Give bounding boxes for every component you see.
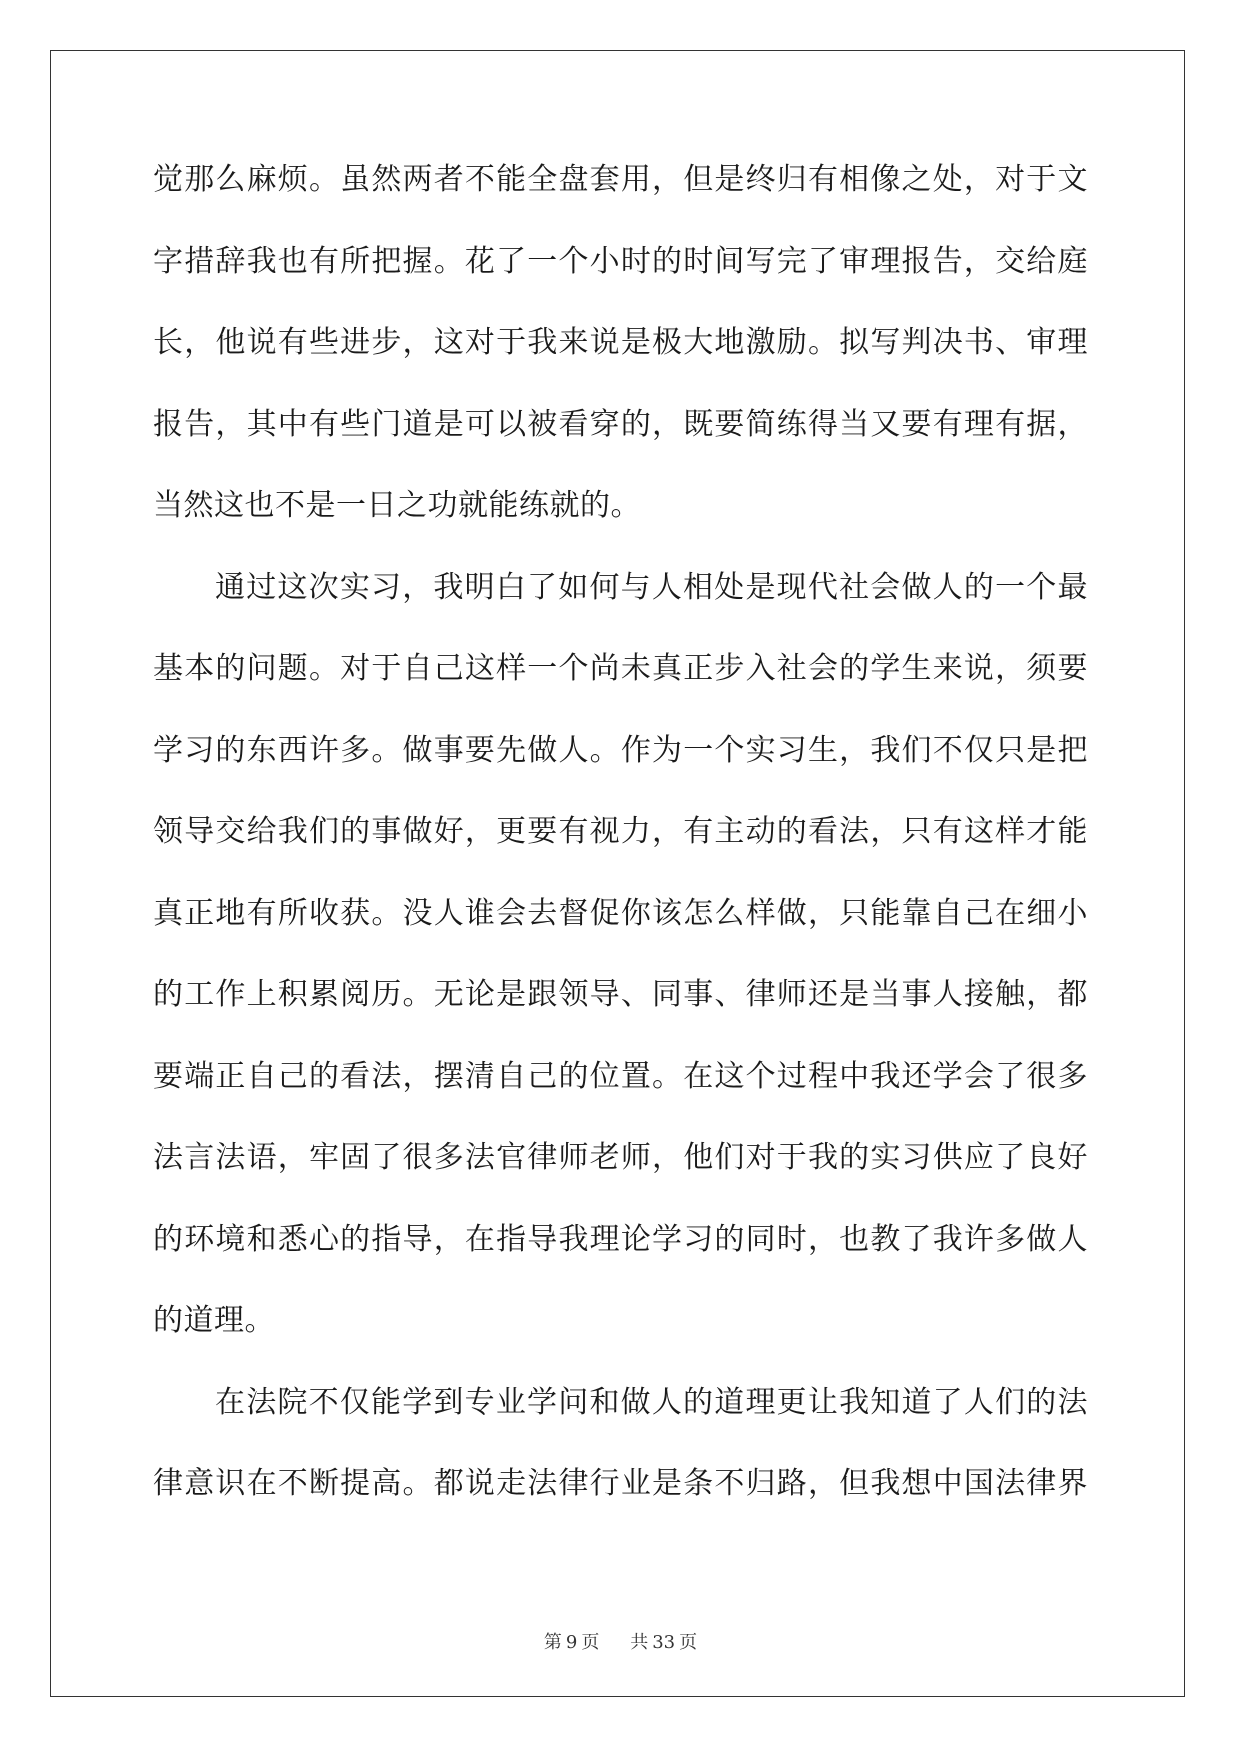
page-number: 9 bbox=[565, 1632, 578, 1653]
document-body bbox=[153, 160, 1088, 1546]
text-line: 领导交给我们的事做好，更要有视力，有主动的看法，只有这样才能 bbox=[153, 814, 1088, 849]
text-line: 在法院不仅能学到专业学问和做人的道理更让我知道了人们的法 bbox=[215, 1384, 1088, 1420]
text-line: 长，他说有些进步，这对于我来说是极大地激励。拟写判决书、审理 bbox=[153, 325, 1088, 360]
text-line: 觉那么麻烦。虽然两者不能全盘套用，但是终归有相像之处，对于文 bbox=[153, 162, 1088, 197]
text-line: 基本的问题。对于自己这样一个尚未真正步入社会的学生来说，须要 bbox=[153, 651, 1088, 686]
page-footer bbox=[0, 1628, 1241, 1654]
text-line: 字措辞我也有所把握。花了一个小时的时间写完了审理报告，交给庭 bbox=[153, 243, 1088, 279]
text-line: 的工作上积累阅历。无论是跟领导、同事、律师还是当事人接触，都 bbox=[153, 977, 1088, 1012]
text-line: 法言法语，牢固了很多法官律师老师，他们对于我的实习供应了良好 bbox=[153, 1140, 1088, 1175]
total-pages-label bbox=[628, 1632, 699, 1653]
total-label-suffix: 页 bbox=[679, 1632, 698, 1653]
text-line: 真正地有所收获。没人谁会去督促你该怎么样做，只能靠自己在细小 bbox=[153, 895, 1088, 931]
paragraph bbox=[153, 1383, 1088, 1546]
paragraph bbox=[153, 160, 1088, 568]
text-line: 通过这次实习，我明白了如何与人相处是现代社会做人的一个最 bbox=[215, 569, 1088, 605]
total-label-prefix: 共 bbox=[630, 1632, 649, 1653]
total-pages: 33 bbox=[652, 1632, 676, 1653]
text-line: 要端正自己的看法，摆清自己的位置。在这个过程中我还学会了很多 bbox=[153, 1058, 1088, 1094]
page-number-label bbox=[542, 1632, 601, 1653]
text-line: 当然这也不是一日之功就能练就的。 bbox=[153, 488, 641, 523]
page-label-prefix: 第 bbox=[543, 1632, 562, 1653]
text-line: 报告，其中有些门道是可以被看穿的，既要简练得当又要有理有据， bbox=[153, 406, 1088, 442]
text-line: 的道理。 bbox=[153, 1303, 275, 1338]
paragraph bbox=[153, 568, 1088, 1383]
text-line: 律意识在不断提高。都说走法律行业是条不归路，但我想中国法律界 bbox=[153, 1466, 1088, 1501]
text-line: 的环境和悉心的指导，在指导我理论学习的同时，也教了我许多做人 bbox=[153, 1221, 1088, 1257]
text-line: 学习的东西许多。做事要先做人。作为一个实习生，我们不仅只是把 bbox=[153, 732, 1088, 768]
page-label-suffix: 页 bbox=[581, 1632, 600, 1653]
